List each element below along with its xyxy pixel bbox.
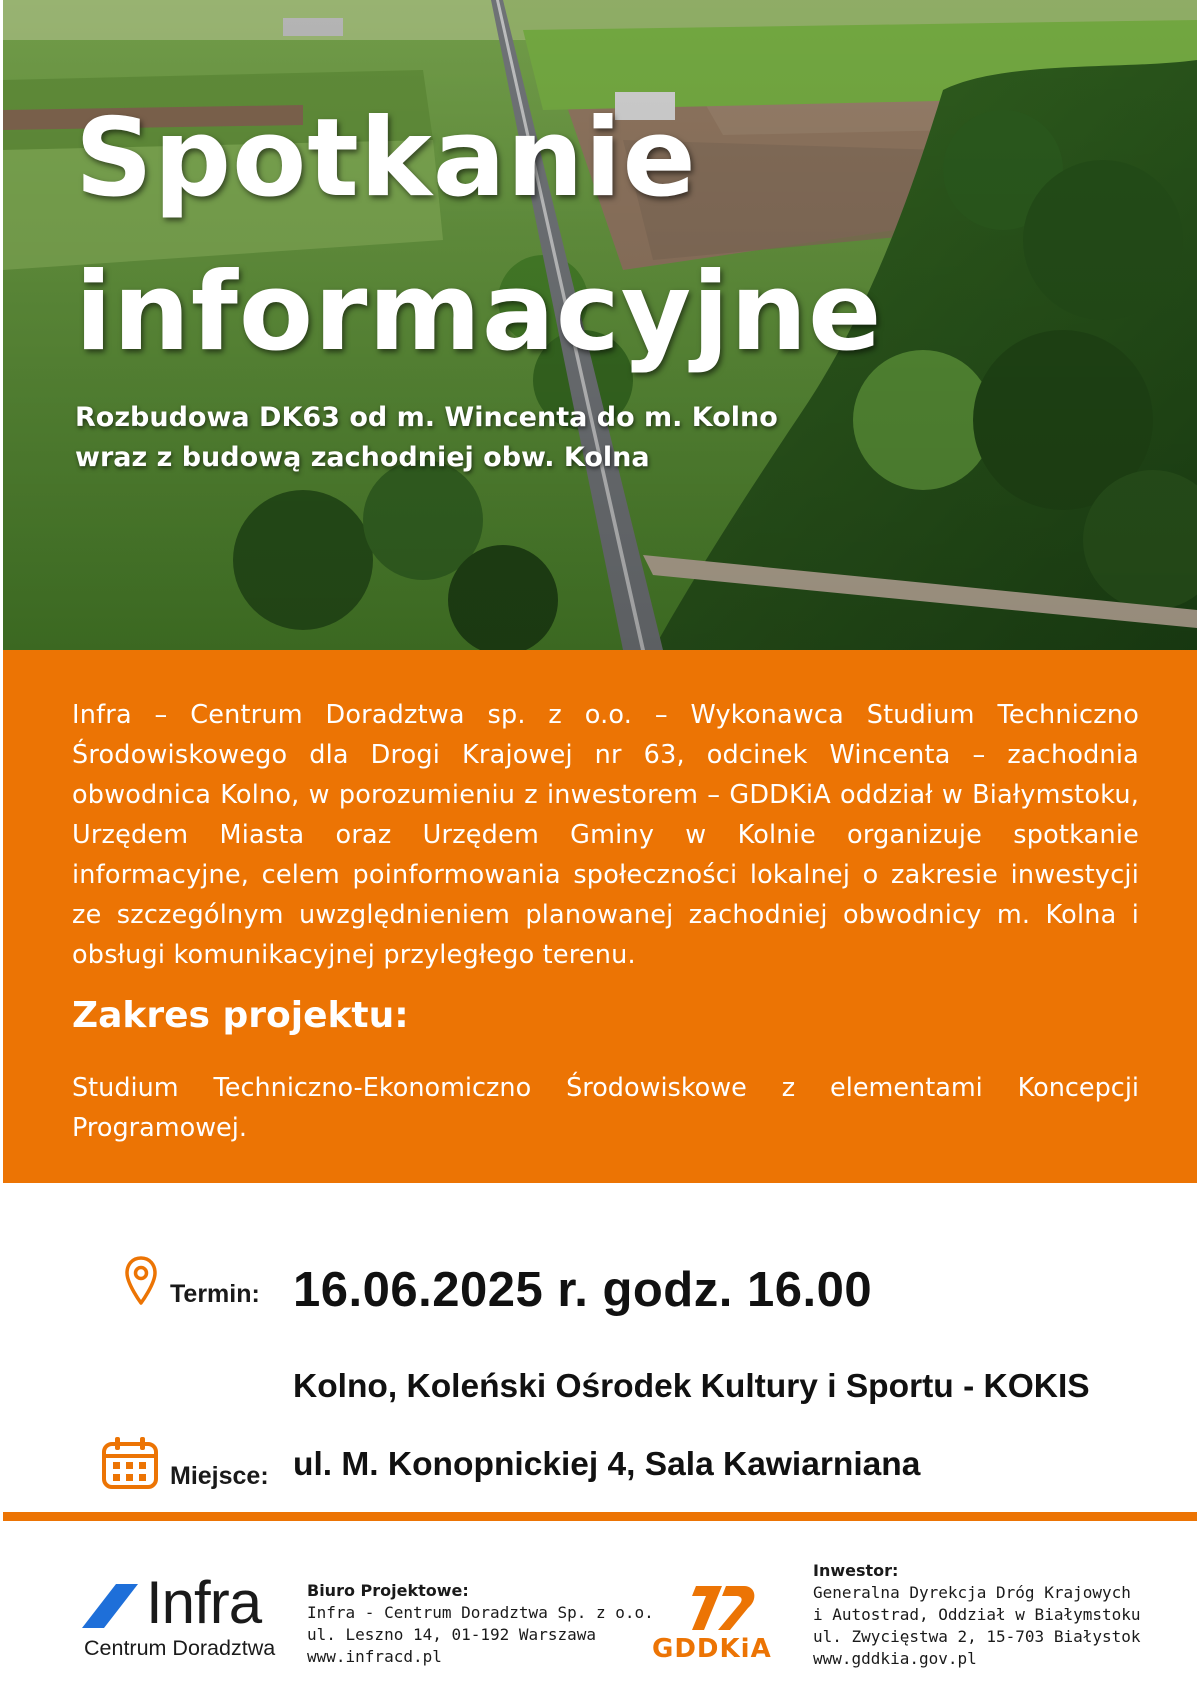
calendar-icon — [101, 1436, 159, 1490]
hero-photo — [3, 0, 1197, 650]
investor-line-3: ul. Zwycięstwa 2, 15-703 Białystok — [813, 1627, 1141, 1646]
office-line-2: ul. Leszno 14, 01-192 Warszawa — [307, 1625, 596, 1644]
office-line-1: Infra - Centrum Doradztwa Sp. z o.o. — [307, 1603, 654, 1622]
gddkia-road-icon — [686, 1578, 766, 1634]
gddkia-logo-word: GDDKiA — [652, 1634, 772, 1664]
scope-heading: Zakres projektu: — [72, 995, 409, 1036]
infra-slash-icon — [82, 1582, 142, 1632]
info-band — [3, 650, 1197, 1183]
event-date: 16.06.2025 r. godz. 16.00 — [293, 1263, 873, 1317]
investor-line-4: www.gddkia.gov.pl — [813, 1649, 977, 1668]
subtitle-line-1: Rozbudowa DK63 od m. Wincenta do m. Kolno — [75, 402, 778, 433]
orange-divider — [3, 1512, 1197, 1521]
project-office-block — [307, 1580, 654, 1668]
investor-heading: Inwestor: — [813, 1561, 899, 1580]
gddkia-logo — [650, 1578, 790, 1668]
scope-text: Studium Techniczno-Ekonomiczno Środowiskowe z elementami Koncepcji Programowej. — [72, 1073, 1139, 1143]
map-pin-icon — [124, 1255, 158, 1307]
page-subtitle — [75, 398, 778, 478]
place-line-2: ul. M. Konopnickiej 4, Sala Kawiarniana — [293, 1446, 921, 1483]
title-line-2: informacyjne — [75, 250, 883, 375]
investor-line-1: Generalna Dyrekcja Dróg Krajowych — [813, 1583, 1131, 1602]
subtitle-line-2: wraz z budową zachodniej obw. Kolna — [75, 442, 650, 473]
term-label: Termin: — [170, 1280, 260, 1308]
place-line-1: Kolno, Koleński Ośrodek Kultury i Sportu - KOKIS — [293, 1368, 1090, 1405]
title-line-1: Spotkanie — [75, 96, 697, 221]
infra-logo-subtitle: Centrum Doradztwa — [84, 1636, 276, 1660]
office-line-3: www.infracd.pl — [307, 1647, 442, 1666]
page-title — [75, 82, 882, 390]
infra-logo — [82, 1569, 282, 1660]
investor-block — [813, 1560, 1141, 1670]
investor-line-2: i Autostrad, Oddział w Białymstoku — [813, 1605, 1141, 1624]
place-label: Miejsce: — [170, 1462, 269, 1490]
infra-logo-word: Infra — [146, 1569, 262, 1636]
intro-paragraph: Infra – Centrum Doradztwa sp. z o.o. – Wykonawca Studium Techniczno Środowiskowego dla Drogi Krajowej nr 63, odcinek Wincenta – zachodnia obwodnica Kolno, w porozumieniu z inwestorem – GDDKiA oddział w Białymstoku, Urzędem Miasta oraz Urzędem Gminy w Kolnie organizuje spotkanie informacyjne, celem poinformowania społeczności lokalnej o zakresie inwestycji ze szczególnym uwzględnieniem planowanej zachodniej obwodnicy m. Kolna i obsługi komunikacyjnej przyległego terenu. — [72, 700, 1139, 970]
office-heading: Biuro Projektowe: — [307, 1581, 469, 1600]
